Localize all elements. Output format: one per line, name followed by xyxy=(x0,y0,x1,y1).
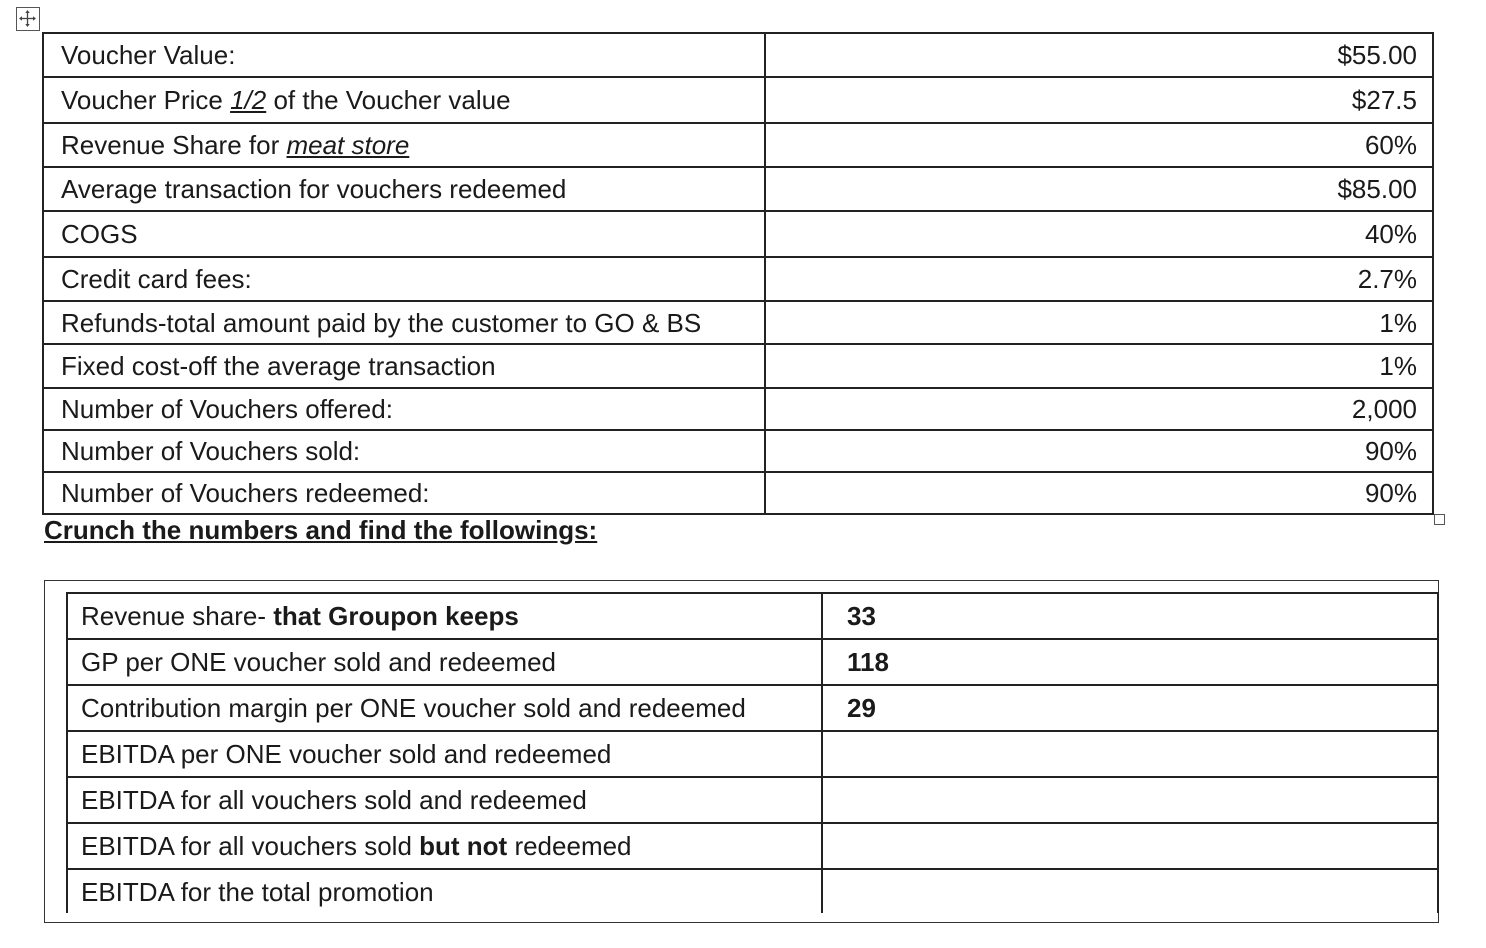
results-table xyxy=(66,592,1439,913)
table-cell-value[interactable]: $55.00 xyxy=(765,33,1433,77)
table-row xyxy=(43,167,1433,211)
table-row xyxy=(67,593,1438,639)
table-cell-label[interactable]: Refunds-total amount paid by the customer to GO & BS xyxy=(43,301,765,344)
emphasized-text: meat store xyxy=(286,130,410,160)
table-row xyxy=(67,731,1438,777)
answer-cell[interactable] xyxy=(822,777,1438,823)
table-row xyxy=(43,123,1433,167)
table-row xyxy=(67,869,1438,913)
table-cell-label[interactable]: Revenue Share for meat store xyxy=(43,123,765,167)
answer-cell[interactable] xyxy=(822,823,1438,869)
table-row xyxy=(43,430,1433,472)
table-row xyxy=(67,639,1438,685)
table-cell-value[interactable]: 40% xyxy=(765,211,1433,257)
table-cell-label[interactable]: GP per ONE voucher sold and redeemed xyxy=(67,639,822,685)
bold-text: but not xyxy=(419,831,508,861)
table-row xyxy=(67,823,1438,869)
table-cell-value[interactable]: $27.5 xyxy=(765,77,1433,123)
table-row xyxy=(43,301,1433,344)
emphasized-text: 1/2 xyxy=(230,85,267,115)
table-cell-label[interactable]: Fixed cost-off the average transaction xyxy=(43,344,765,388)
section-heading: Crunch the numbers and find the followings: xyxy=(44,515,598,545)
table-cell-label[interactable]: Average transaction for vouchers redeemed xyxy=(43,167,765,211)
table-row xyxy=(43,344,1433,388)
table-cell-value[interactable]: 2.7% xyxy=(765,257,1433,301)
table-cell-value[interactable]: 2,000 xyxy=(765,388,1433,430)
table-cell-label[interactable]: Voucher Price 1/2 of the Voucher value xyxy=(43,77,765,123)
table-cell-label[interactable]: Contribution margin per ONE voucher sold and redeemed xyxy=(67,685,822,731)
table-row xyxy=(43,33,1433,77)
table-row xyxy=(67,777,1438,823)
table-cell-label[interactable]: Number of Vouchers offered: xyxy=(43,388,765,430)
table-row xyxy=(43,211,1433,257)
table-cell-label[interactable]: Number of Vouchers sold: xyxy=(43,430,765,472)
table-cell-label[interactable]: EBITDA for all vouchers sold and redeemed xyxy=(67,777,822,823)
table-cell-label[interactable]: EBITDA for the total promotion xyxy=(67,869,822,913)
table-cell-value[interactable]: 1% xyxy=(765,301,1433,344)
table-cell-label[interactable]: COGS xyxy=(43,211,765,257)
table-row xyxy=(43,77,1433,123)
answer-cell[interactable]: 33 xyxy=(822,593,1438,639)
table-cell-value[interactable]: $85.00 xyxy=(765,167,1433,211)
table-cell-label[interactable]: Number of Vouchers redeemed: xyxy=(43,472,765,514)
table-cell-label[interactable]: EBITDA per ONE voucher sold and redeemed xyxy=(67,731,822,777)
table-move-handle-icon[interactable] xyxy=(16,7,40,31)
table-row xyxy=(43,472,1433,514)
table-cell-value[interactable]: 90% xyxy=(765,430,1433,472)
table-cell-value[interactable]: 1% xyxy=(765,344,1433,388)
table-cell-value[interactable]: 90% xyxy=(765,472,1433,514)
table-cell-value[interactable]: 60% xyxy=(765,123,1433,167)
table-cell-label[interactable]: Credit card fees: xyxy=(43,257,765,301)
table-cell-label[interactable]: EBITDA for all vouchers sold but not redeemed xyxy=(67,823,822,869)
bold-text: that Groupon keeps xyxy=(273,601,519,631)
answer-cell[interactable]: 29 xyxy=(822,685,1438,731)
inputs-table xyxy=(42,32,1434,515)
answer-cell[interactable] xyxy=(822,869,1438,913)
table-cell-label[interactable]: Revenue share- that Groupon keeps xyxy=(67,593,822,639)
answer-cell[interactable] xyxy=(822,731,1438,777)
table-row xyxy=(43,257,1433,301)
table-resize-handle-icon[interactable] xyxy=(1434,514,1445,525)
table-cell-label[interactable]: Voucher Value: xyxy=(43,33,765,77)
table-row xyxy=(67,685,1438,731)
table-row xyxy=(43,388,1433,430)
answer-cell[interactable]: 118 xyxy=(822,639,1438,685)
